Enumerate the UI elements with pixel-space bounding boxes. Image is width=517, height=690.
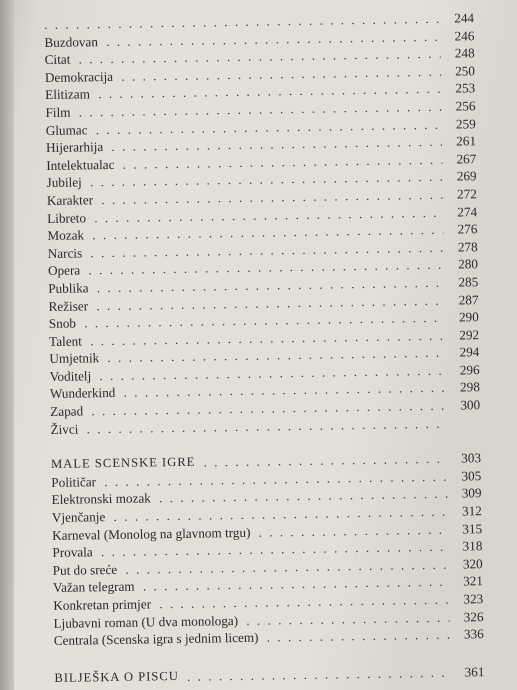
dot-leader <box>267 626 450 646</box>
dot-leader <box>187 663 451 685</box>
page-number: 321 <box>463 573 484 589</box>
page-number: 290 <box>458 309 479 325</box>
toc-label: Živci <box>50 421 79 437</box>
page-number: 326 <box>463 608 484 625</box>
page-number: 261 <box>456 133 477 149</box>
author-note-heading: BILJEŠKA O PISCU <box>54 668 179 685</box>
page-number: 292 <box>459 326 480 343</box>
toc-label: Centrala (Scenska igra s jednim licem) <box>53 629 259 649</box>
page-number: 361 <box>464 663 485 680</box>
page-number: 272 <box>456 186 477 202</box>
toc-label: Opera <box>47 262 81 279</box>
toc-label: Libreto <box>47 209 87 226</box>
toc-label: Buzdovan <box>44 33 99 50</box>
page-number: 246 <box>454 27 475 44</box>
page-number: 296 <box>459 362 480 378</box>
toc-label: Mozak <box>47 227 85 244</box>
page-number: 312 <box>461 503 482 519</box>
page-number: 294 <box>459 344 480 360</box>
page-number: 269 <box>456 168 477 184</box>
section-heading: MALE SCENSKE IGRE <box>50 454 196 472</box>
page-number: 248 <box>454 45 475 61</box>
page-number: 259 <box>455 115 476 132</box>
toc-label: Elektronski mozak <box>51 490 151 508</box>
page-number: 267 <box>456 150 477 167</box>
toc-label: Umjetnik <box>49 350 100 367</box>
toc-label: Režiser <box>48 297 89 314</box>
toc-label: Hijerarhija <box>45 139 104 156</box>
toc-label: Talent <box>48 333 82 349</box>
page-number: 323 <box>463 591 484 607</box>
toc-label: Karakter <box>46 192 94 208</box>
page-number: 300 <box>460 397 481 413</box>
page-number: 253 <box>455 80 476 96</box>
page-number: 244 <box>454 10 475 26</box>
book-spine-shadow <box>0 0 14 690</box>
page-number: 280 <box>458 256 479 272</box>
page-number: 309 <box>461 485 482 501</box>
toc-label: Elitizam <box>45 86 91 103</box>
toc-label: Put do sreće <box>52 561 118 578</box>
toc-label: Glumac <box>45 121 88 138</box>
toc-label: Jubilej <box>46 174 82 191</box>
toc-label: Ljubavni roman (U dva monologa) <box>53 612 239 631</box>
toc-label: Zapad <box>50 403 84 420</box>
page-number: 315 <box>462 520 483 537</box>
toc-label: Film <box>45 104 71 120</box>
page-number: 303 <box>461 450 482 466</box>
toc-label: Snob <box>48 315 77 332</box>
table-of-contents <box>44 9 484 687</box>
page-number: 318 <box>462 538 483 554</box>
page-number: 287 <box>458 291 479 308</box>
page-number: 298 <box>459 379 481 395</box>
toc-label: Vjenčanje <box>51 509 106 525</box>
toc-label: Demokracija <box>44 68 114 85</box>
page-number: 305 <box>461 468 482 484</box>
toc-label: Važan telegram <box>52 579 135 596</box>
toc-label: Konkretan primjer <box>53 596 152 613</box>
page-number: 278 <box>457 238 478 255</box>
toc-label: Voditelj <box>49 368 92 384</box>
page-number: 276 <box>457 221 478 237</box>
page-number: 320 <box>462 555 483 572</box>
toc-label: Citat <box>44 51 71 68</box>
toc-label: Političar <box>51 474 97 490</box>
toc-label: Wunderkind <box>49 385 116 402</box>
toc-label: Karneval (Monolog na glavnom trgu) <box>52 524 251 543</box>
page-number: 256 <box>455 98 476 114</box>
page-number: 285 <box>458 274 479 290</box>
page-number <box>448 414 480 415</box>
page-number: 336 <box>463 626 484 642</box>
page-number: 250 <box>455 63 476 79</box>
toc-label: Intelektualac <box>46 156 115 173</box>
toc-label: Publika <box>48 280 89 296</box>
toc-label: Provala <box>52 544 93 561</box>
page-number: 274 <box>457 203 478 220</box>
toc-label: Narcis <box>47 245 83 261</box>
